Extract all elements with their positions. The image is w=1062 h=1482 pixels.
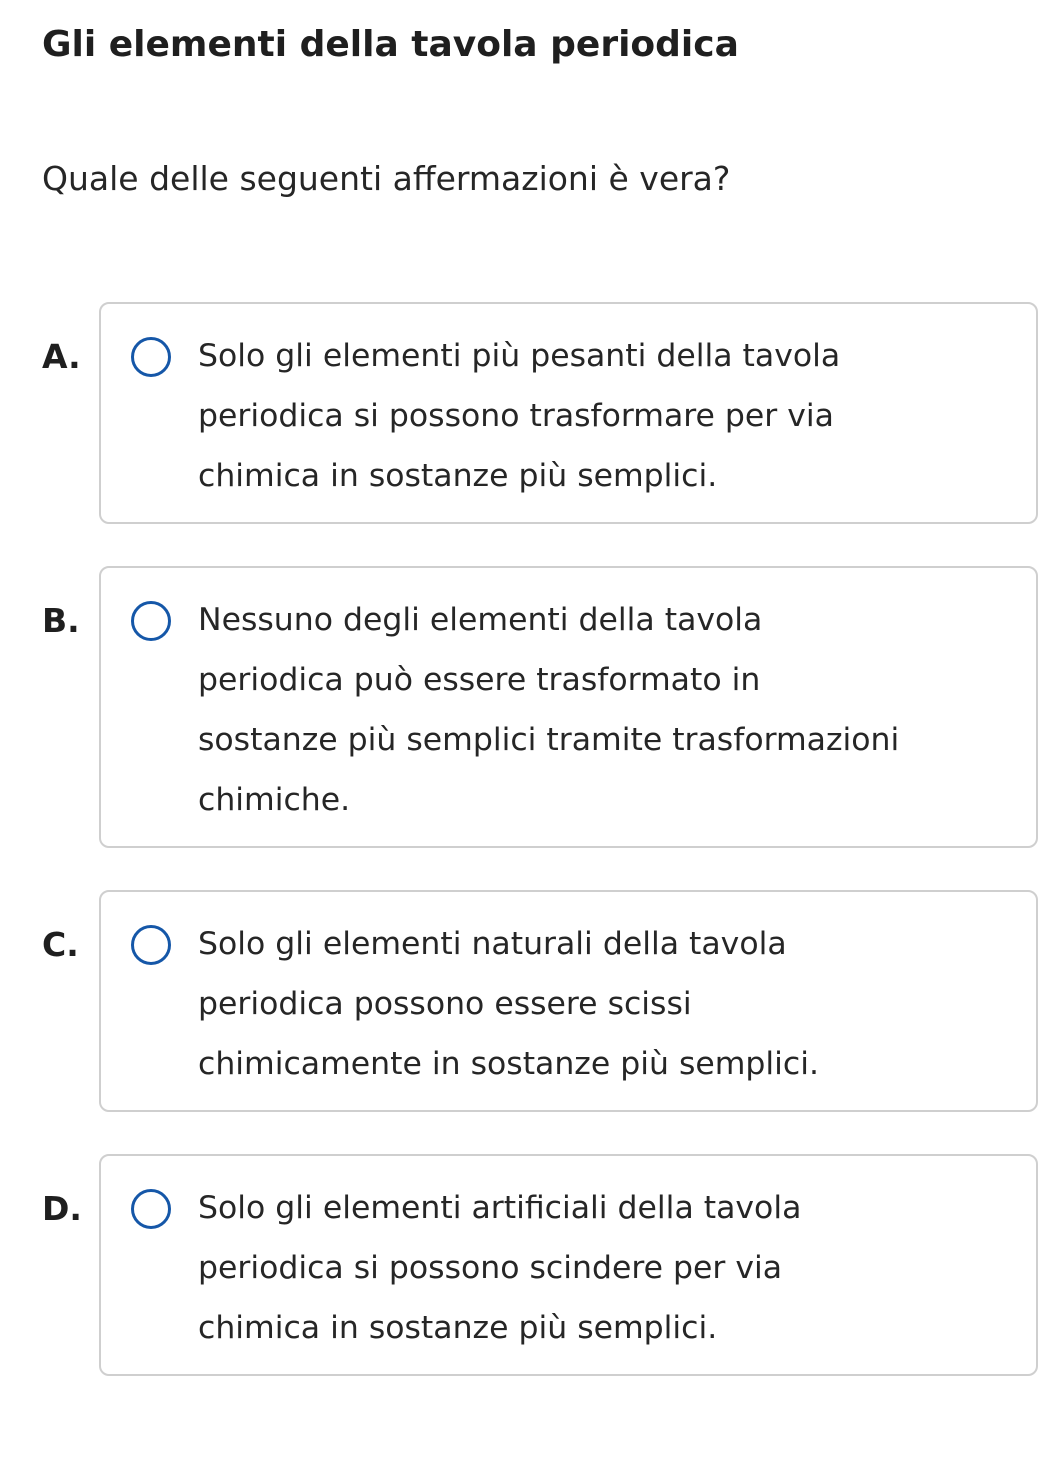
- option-b-letter: B.: [42, 601, 80, 640]
- option-a-letter: A.: [42, 337, 81, 376]
- question-text: Quale delle seguenti affermazioni è vera?: [42, 159, 731, 198]
- option-d-letter: D.: [42, 1189, 82, 1228]
- option-b-card[interactable]: [99, 566, 1038, 848]
- option-b-text: Nessuno degli elementi della tavola periodica può essere trasformato in sostanze più semplici tramite trasformazioni chimiche.: [198, 602, 900, 818]
- option-c-text: Solo gli elementi naturali della tavola periodica possono essere scissi chimicamente in sostanze più semplici.: [198, 926, 820, 1082]
- page-title: Gli elementi della tavola periodica: [42, 24, 739, 65]
- option-a-radio[interactable]: [131, 337, 171, 377]
- option-c-card[interactable]: [99, 890, 1038, 1112]
- option-d-card[interactable]: [99, 1154, 1038, 1376]
- option-a-card[interactable]: [99, 302, 1038, 524]
- option-b-radio[interactable]: [131, 601, 171, 641]
- option-d-radio[interactable]: [131, 1189, 171, 1229]
- option-c-letter: C.: [42, 925, 79, 964]
- option-c-radio[interactable]: [131, 925, 171, 965]
- option-a-text: Solo gli elementi più pesanti della tavola periodica si possono trasformare per via chimica in sostanze più semplici.: [198, 338, 841, 494]
- option-d-text: Solo gli elementi artificiali della tavola periodica si possono scindere per via chimica in sostanze più semplici.: [198, 1190, 802, 1346]
